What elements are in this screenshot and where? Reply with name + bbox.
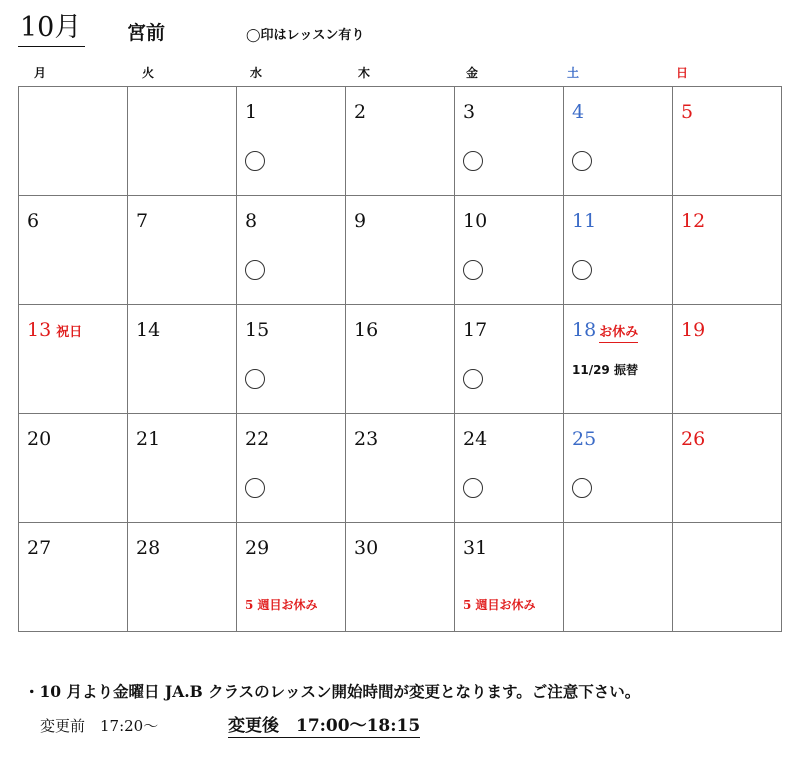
lesson-circle-icon [463,151,483,171]
day-number [572,319,638,341]
day-number: 14 [136,319,161,341]
day-number: 10 [463,210,488,232]
day-number: 11 [572,210,597,232]
day-cell [564,87,673,196]
day-cell [455,196,564,305]
day-cell [237,305,346,414]
fifth-week-off-note: 5 週目お休み [245,598,318,612]
fifth-week-off-note: 5 週目お休み [463,598,536,612]
lesson-circle-icon [463,260,483,280]
day-cell [19,196,128,305]
day-cell [673,414,782,523]
day-number: 12 [681,210,706,232]
holiday-label: 祝日 [56,325,83,340]
day-number: 15 [245,319,270,341]
day-cell [128,523,237,632]
lesson-circle-icon [245,369,265,389]
calendar-grid [18,86,782,632]
day-cell [455,87,564,196]
day-number: 31 [463,537,488,559]
before-change-time: 変更前 17:20〜 [40,717,159,735]
holiday-day: 13 [27,319,52,341]
week-row-5 [19,523,782,632]
weekday-wed: 水 [250,66,263,80]
day-cell [346,87,455,196]
week-row-4 [19,414,782,523]
day-number: 6 [27,210,40,232]
weekday-sat: 土 [567,66,580,80]
day-cell [564,523,673,632]
day-cell [19,414,128,523]
weekday-thu: 木 [358,66,371,80]
day-number: 22 [245,428,270,450]
week-row-2 [19,196,782,305]
day-cell [346,305,455,414]
day-number: 5 [681,101,694,123]
day-cell [237,196,346,305]
day-number: 24 [463,428,488,450]
day-cell [564,414,673,523]
day-cell [128,196,237,305]
day-number: 28 [136,537,161,559]
day-cell [455,414,564,523]
day-cell [673,523,782,632]
day-number: 1 [245,101,258,123]
day-cell [237,414,346,523]
day-number: 17 [463,319,488,341]
lesson-circle-icon [245,151,265,171]
weekday-sun: 日 [676,66,689,80]
day-number: 16 [354,319,379,341]
day-number: 8 [245,210,258,232]
day-number: 9 [354,210,367,232]
day-number: 21 [136,428,161,450]
makeup-note: 11/29 振替 [572,363,638,377]
location-label: 宮前 [127,22,166,44]
day-cell [346,196,455,305]
week-row-3 [19,305,782,414]
day-cell [673,305,782,414]
schedule-change-notice: ・10 月より金曜日 JA.B クラスのレッスン開始時間が変更となります。ご注意下さい。 [24,682,641,701]
day-cell [128,414,237,523]
day-number [27,319,82,341]
day-number: 30 [354,537,379,559]
lesson-circle-icon [572,151,592,171]
weekday-mon: 月 [34,66,47,80]
day-cell [564,305,673,414]
week-row-1 [19,87,782,196]
closed-day: 18 [572,319,597,341]
lesson-circle-icon [245,260,265,280]
day-cell [455,523,564,632]
day-number: 26 [681,428,706,450]
day-cell [346,414,455,523]
month-title: 10月 [18,12,85,47]
lesson-circle-icon [572,478,592,498]
lesson-circle-icon [463,369,483,389]
weekday-tue: 火 [142,66,155,80]
lesson-legend: ◯印はレッスン有り [246,28,365,43]
day-cell [19,305,128,414]
day-cell [237,523,346,632]
lesson-circle-icon [463,478,483,498]
lesson-circle-icon [245,478,265,498]
day-cell [128,305,237,414]
day-cell [564,196,673,305]
day-number: 19 [681,319,706,341]
day-cell [455,305,564,414]
day-cell [673,87,782,196]
day-cell [19,87,128,196]
after-change-time: 変更後 17:00〜18:15 [228,711,420,738]
day-cell [128,87,237,196]
day-cell [346,523,455,632]
weekday-fri: 金 [466,66,479,80]
day-number: 29 [245,537,270,559]
lesson-circle-icon [572,260,592,280]
day-number: 20 [27,428,52,450]
day-cell [19,523,128,632]
day-cell [237,87,346,196]
day-number: 7 [136,210,149,232]
day-cell [673,196,782,305]
day-number: 2 [354,101,367,123]
day-number: 3 [463,101,476,123]
day-number: 25 [572,428,597,450]
day-number: 27 [27,537,52,559]
day-number: 23 [354,428,379,450]
day-number: 4 [572,101,585,123]
closed-label: お休み [599,325,638,343]
